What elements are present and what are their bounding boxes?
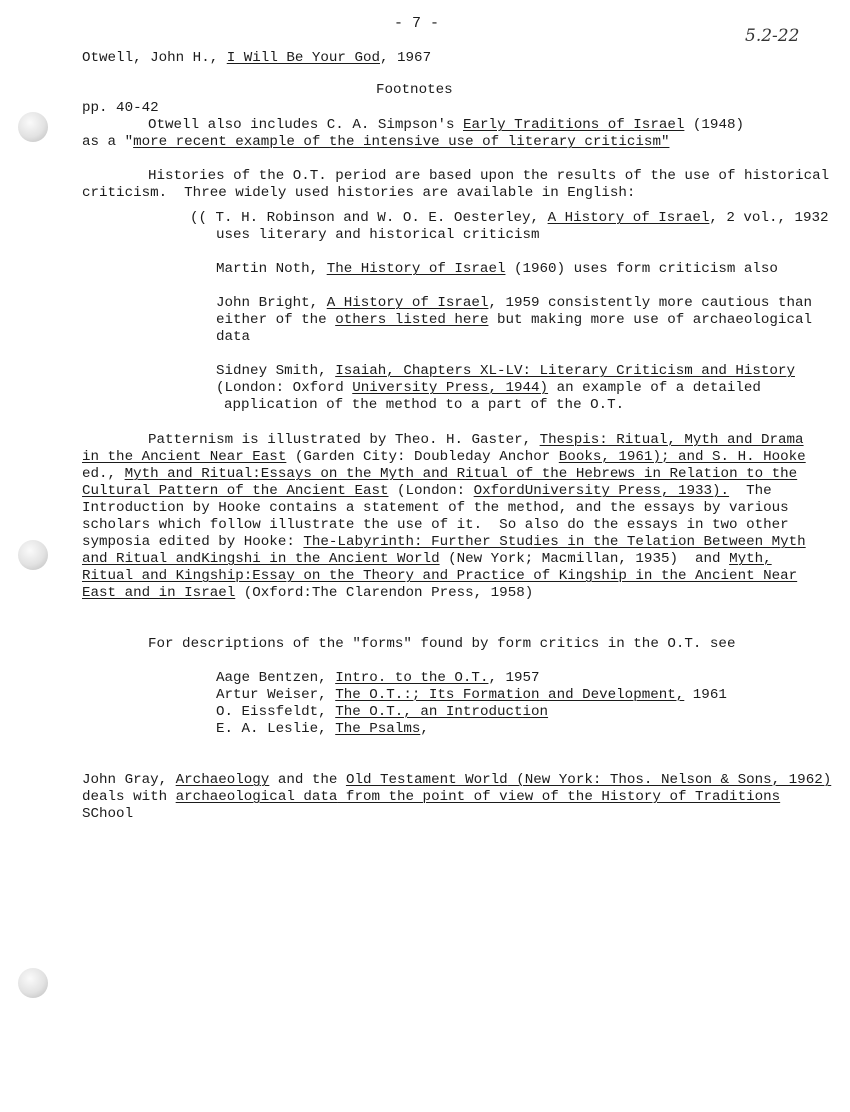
- patternism-line-3: ed., Myth and Ritual:Essays on the Myth and Ritual of the Hebrews in Relation to the: [82, 466, 798, 482]
- citation-line: Otwell, John H., I Will Be Your God, 1967: [82, 50, 432, 66]
- noth-entry: Martin Noth, The History of Israel (1960) uses form criticism also: [216, 261, 778, 277]
- pages-reference: pp. 40-42: [82, 100, 159, 116]
- gray-line-1: John Gray, Archaeology and the Old Testament World (New York: Thos. Nelson & Sons, 1962): [82, 772, 832, 788]
- bright-line-1: John Bright, A History of Israel, 1959 consistently more cautious than: [216, 295, 812, 311]
- forms-intro: For descriptions of the "forms" found by form critics in the O.T. see: [148, 636, 736, 652]
- patternism-line-1: Patternism is illustrated by Theo. H. Gaster, Thespis: Ritual, Myth and Drama: [148, 432, 804, 448]
- footnotes-heading: Footnotes: [376, 82, 453, 98]
- gray-line-3: SChool: [82, 806, 134, 822]
- patternism-line-6: scholars which follow illustrate the use of it. So also do the essays in two other: [82, 517, 789, 533]
- smith-line-3: application of the method to a part of the O.T.: [224, 397, 625, 413]
- patternism-line-7: symposia edited by Hooke: The-Labyrinth: Further Studies in the Telation Between Myth: [82, 534, 806, 550]
- robinson-line-1: (( T. H. Robinson and W. O. E. Oesterley, A History of Israel, 2 vol., 1932: [190, 210, 829, 226]
- gray-line-2: deals with archaeological data from the point of view of the History of Traditions: [82, 789, 781, 805]
- simpson-line-2: as a "more recent example of the intensive use of literary criticism": [82, 134, 670, 150]
- forms-item-leslie: E. A. Leslie, The Psalms,: [216, 721, 429, 737]
- histories-line-1: Histories of the O.T. period are based upon the results of the use of historical: [148, 168, 830, 184]
- histories-line-2: criticism. Three widely used histories are available in English:: [82, 185, 636, 201]
- simpson-line-1: Otwell also includes C. A. Simpson's Early Traditions of Israel (1948): [148, 117, 744, 133]
- patternism-line-9: Ritual and Kingship:Essay on the Theory and Practice of Kingship in the Ancient Near: [82, 568, 798, 584]
- patternism-line-10: East and in Israel (Oxford:The Clarendon Press, 1958): [82, 585, 534, 601]
- handwritten-code: 5.2-22: [745, 26, 800, 46]
- patternism-line-4: Cultural Pattern of the Ancient East (London: OxfordUniversity Press, 1933). The: [82, 483, 772, 499]
- forms-item-eissfeldt: O. Eissfeldt, The O.T., an Introduction: [216, 704, 549, 720]
- smith-line-2: (London: Oxford University Press, 1944) an example of a detailed: [216, 380, 761, 396]
- patternism-line-2: in the Ancient Near East (Garden City: Doubleday Anchor Books, 1961); and S. H. Hooke: [82, 449, 806, 465]
- punch-hole-top: [18, 112, 48, 142]
- punch-hole-middle: [18, 540, 48, 570]
- citation-title: I Will Be Your God: [226, 50, 380, 66]
- forms-item-bentzen: Aage Bentzen, Intro. to the O.T., 1957: [216, 670, 540, 686]
- punch-hole-bottom: [18, 968, 48, 998]
- patternism-line-8: and Ritual andKingshi in the Ancient World (New York; Macmillan, 1935) and Myth,: [82, 551, 772, 567]
- bright-line-3: data: [216, 329, 251, 345]
- page-number: - 7 -: [394, 15, 440, 32]
- forms-item-weiser: Artur Weiser, The O.T.:; Its Formation and Development, 1961: [216, 687, 727, 703]
- bright-line-2: either of the others listed here but making more use of archaeological: [216, 312, 812, 328]
- smith-line-1: Sidney Smith, Isaiah, Chapters XL-LV: Literary Criticism and History: [216, 363, 795, 379]
- patternism-line-5: Introduction by Hooke contains a statement of the method, and the essays by various: [82, 500, 789, 516]
- robinson-line-2: uses literary and historical criticism: [216, 227, 540, 243]
